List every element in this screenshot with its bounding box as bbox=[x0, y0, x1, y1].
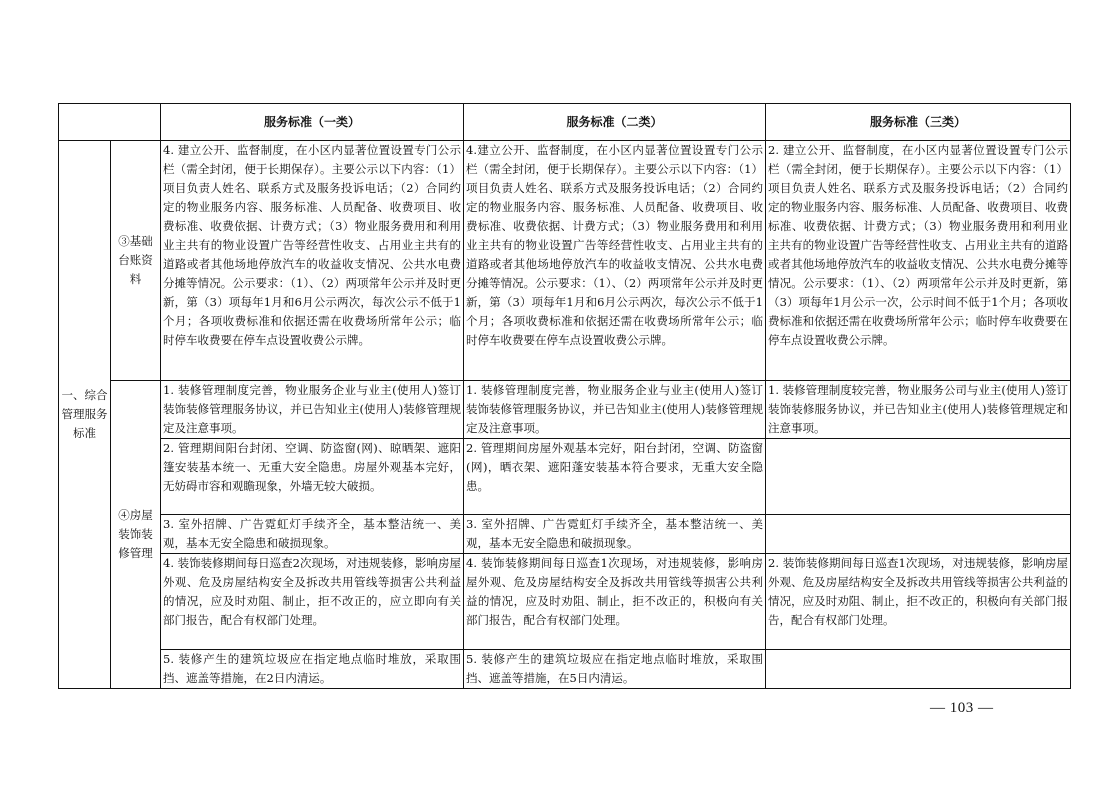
cell-class-2: 4.建立公开、监督制度，在小区内显著位置设置专门公示栏（需全封闭，便于长期保存）。主要公示以下内容：（1）项目负责人姓名、联系方式及服务投诉电话；（2）合同约定的物业服务内容、服务标准、人员配备、收费项目、收费标准、收费依据、计费方式；（3）物业服务费用和利用业主共有的物业设置广告等经营性收支、占用业主共有的道路或者其他场地停放汽车的收益收支情况、公共水电费分摊等情况。公示要求：（1）、（2）两项常年公示并及时更新，第（3）项每年1月和6月公示两次，每次公示不低于1个月；各项收费标准和依据还需在收费场所常年公示；临时停车收费要在停车点设置收费公示牌。 bbox=[464, 141, 766, 381]
cell-class-2: 3. 室外招牌、广告霓虹灯手续齐全，基本整洁统一、美观，基本无安全隐患和破损现象。 bbox=[464, 515, 766, 554]
cell-class-3: 2. 建立公开、监督制度，在小区内显著位置设置专门公示栏（需全封闭，便于长期保存）。主要公示以下内容：（1）项目负责人姓名、联系方式及服务投诉电话；（2）合同约定的物业服务内容、服务标准、人员配备、收费项目、收费标准、收费依据、计费方式；（3）物业服务费用和利用业主共有的物业设置广告等经营性收支、占用业主共有的道路或者其他场地停放汽车的收益收支情况、公共水电费分摊等情况。公示要求：（1）、（2）两项常年公示并及时更新，第（3）项每年1月公示一次，公示时间不低于1个月；各项收费标准和依据还需在收费场所常年公示；临时停车收费要在停车点设置收费公示牌。 bbox=[766, 141, 1071, 381]
cell-class-1: 4. 装饰装修期间每日巡查2次现场，对违规装修，影响房屋外观、危及房屋结构安全及拆改共用管线等损害公共利益的情况，应及时劝阻、制止，拒不改正的，应立即向有关部门报告，配合有权部门处理。 bbox=[161, 554, 464, 650]
section-label-basic-ledger: ③基础台账资料 bbox=[111, 141, 161, 381]
header-class-2: 服务标准（二类） bbox=[464, 104, 766, 141]
cell-class-3: 1. 装修管理制度较完善，物业服务公司与业主(使用人)签订装饰装修服务协议，并已告知业主(使用人)装修管理规定和注意事项。 bbox=[766, 381, 1071, 439]
cell-class-1: 2. 管理期间阳台封闭、空调、防盗窗(网)、晾晒架、遮阳篷安装基本统一、无重大安全隐患。房屋外观基本完好，无妨碍市容和观瞻现象，外墙无较大破损。 bbox=[161, 439, 464, 515]
cell-class-1: 5. 装修产生的建筑垃圾应在指定地点临时堆放，采取围挡、遮盖等措施，在2日内清运。 bbox=[161, 650, 464, 689]
cell-class-1: 3. 室外招牌、广告霓虹灯手续齐全，基本整洁统一、美观，基本无安全隐患和破损现象。 bbox=[161, 515, 464, 554]
table-row bbox=[59, 381, 1071, 439]
cell-class-2: 1. 装修管理制度完善，物业服务企业与业主(使用人)签订装饰装修管理服务协议，并已告知业主(使用人)装修管理规定及注意事项。 bbox=[464, 381, 766, 439]
table-row bbox=[59, 141, 1071, 381]
table-row bbox=[59, 515, 1071, 554]
document-page bbox=[58, 103, 1070, 689]
header-blank-cell bbox=[59, 104, 161, 141]
cell-class-2: 2. 管理期间房屋外观基本完好，阳台封闭，空调、防盗窗(网)，晒衣架、遮阳蓬安装基本符合要求，无重大安全隐患。 bbox=[464, 439, 766, 515]
cell-class-2: 5. 装修产生的建筑垃圾应在指定地点临时堆放，采取围挡、遮盖等措施，在5日内清运。 bbox=[464, 650, 766, 689]
cell-class-3 bbox=[766, 650, 1071, 689]
header-row bbox=[59, 104, 1071, 141]
cell-class-2: 4. 装饰装修期间每日巡查1次现场，对违规装修，影响房屋外观、危及房屋结构安全及拆改共用管线等损害公共利益的情况，应及时劝阻、制止，拒不改正的，积极向有关部门报告，配合有权部门处理。 bbox=[464, 554, 766, 650]
table-row bbox=[59, 650, 1071, 689]
cell-class-3 bbox=[766, 439, 1071, 515]
table-row bbox=[59, 439, 1071, 515]
service-standard-table bbox=[58, 103, 1071, 689]
cell-class-3 bbox=[766, 515, 1071, 554]
header-class-3: 服务标准（三类） bbox=[766, 104, 1071, 141]
cell-class-1: 1. 装修管理制度完善，物业服务企业与业主(使用人)签订装饰装修管理服务协议，并已告知业主(使用人)装修管理规定及注意事项。 bbox=[161, 381, 464, 439]
table-row bbox=[59, 554, 1071, 650]
cell-class-3: 2. 装饰装修期间每日巡查1次现场，对违规装修，影响房屋外观、危及房屋结构安全及拆改共用管线等损害公共利益的情况，应及时劝阻、制止，拒不改正的，积极向有关部门报告，配合有权部门处理。 bbox=[766, 554, 1071, 650]
cell-class-1: 4. 建立公开、监督制度，在小区内显著位置设置专门公示栏（需全封闭，便于长期保存）。主要公示以下内容：（1）项目负责人姓名、联系方式及服务投诉电话；（2）合同约定的物业服务内容、服务标准、人员配备、收费项目、收费标准、收费依据、计费方式；（3）物业服务费用和利用业主共有的物业设置广告等经营性收支、占用业主共有的道路或者其他场地停放汽车的收益收支情况、公共水电费分摊等情况。公示要求：（1）、（2）两项常年公示并及时更新，第（3）项每年1月和6月公示两次，每次公示不低于1个月；各项收费标准和依据还需在收费场所常年公示；临时停车收费要在停车点设置收费公示牌。 bbox=[161, 141, 464, 381]
page-number: — 103 — bbox=[930, 700, 994, 716]
category-cell: 一、综合管理服务标准 bbox=[59, 141, 111, 689]
section-label-renovation: ④房屋装饰装修管理 bbox=[111, 381, 161, 689]
header-class-1: 服务标准（一类） bbox=[161, 104, 464, 141]
